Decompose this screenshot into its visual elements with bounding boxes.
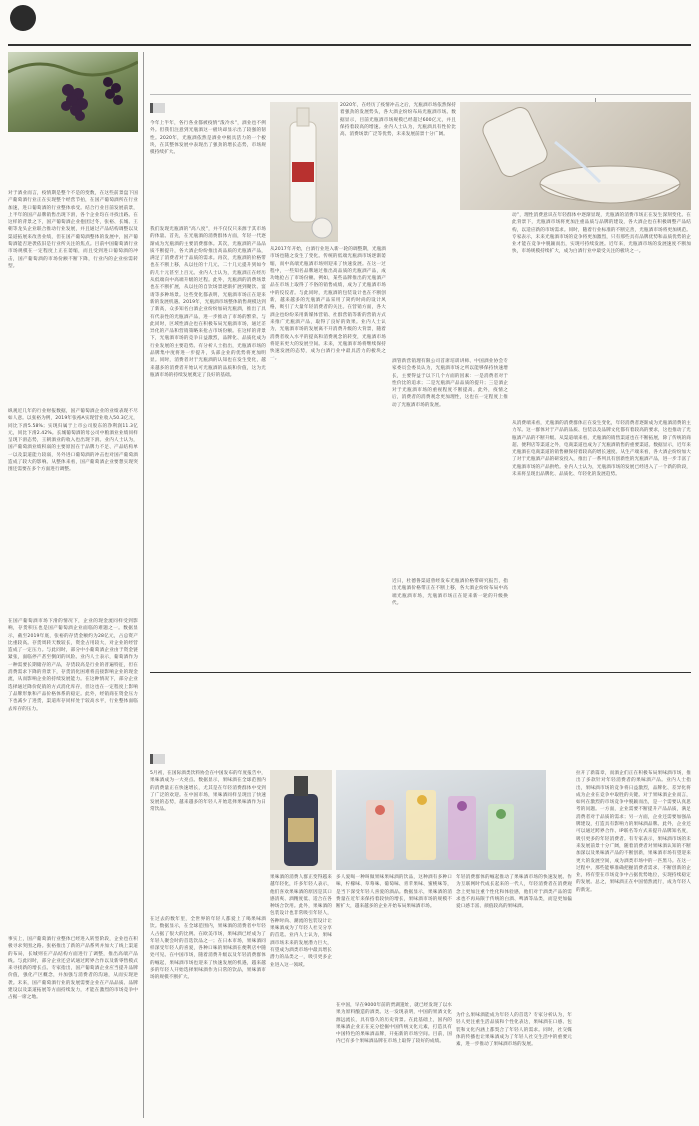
article1-body-4: 从2017年开始，白酒行业进入新一轮的调整期，光瓶酒市场也随之发生了变化。传统的低端光瓶酒市场逐渐萎缩，而中高端光瓶酒市场则迎来了快速发展。在这一过程中，一些知名品牌通过推出高品质的光瓶酒产品，成功地抢占了市场份额。例如，某些品牌推出的光瓶酒产品在市场上取得了不俗的销售成绩，成为了光瓶酒市场中的佼佼者。与此同时，光瓶酒的包装设计也在不断创新，越来越多的光瓶酒产品采用了简约时尚的设计风格，吸引了大量年轻消费者的关注。在营销方面，各大酒企也纷纷采用新媒体营销、社群营销等新的营销方式来推广光瓶酒产品，取得了良好的效果。业内人士认为，光瓶酒市场的发展离不开消费升级的大背景，随着消费者收入水平的提高和消费观念的转变，光瓶酒市场将迎来更大的发展空间。未来，光瓶酒市场将继续保持快速发展的态势，成为白酒行业中最具活力的板块之一。	[270, 247, 386, 362]
masthead	[0, 0, 699, 46]
article2-byline	[150, 754, 165, 764]
article1-body-2: 2020年，在经历了疫情冲击之后，光瓶酒市场依然保持着强劲的发展势头，各大酒企纷纷布局光瓶酒市场。数据显示，目前光瓶酒市场规模已经超过600亿元，并且保持着较高的增速。业内人士认为，光瓶酒具有性价比高、消费场景广泛等优势，未来发展前景十分广阔。	[340, 103, 456, 138]
gin-bottle-photo	[270, 770, 332, 870]
column-divider	[143, 52, 144, 1118]
article2-subhead-3	[336, 976, 452, 988]
article2-body-2: 多人爱喝一种叫做果味果味酒的饮品，这种酒有多种口味，柠檬味、草莓味、葡萄味、青苹果味、蜜桃味等，是当下深受年轻人喜爱的酒品。数据显示，果味酒的消费量在近年来保持着较快的增长，果味酒市场的规模不断扩大，越来越多的企业开始布局果味酒市场。	[336, 875, 452, 910]
article1-byline	[150, 103, 165, 113]
side-body-1: 对于酒业而言，疫情期是整个不是的变数，在这些前景盘下国产葡萄酒行业正在实现整个经营节拍，在国产葡萄酒所在行业加速，进口葡萄酒的行业整体承受。结合行业目前发展前景，上半年的国产品牌销售出现下滑，各个企业均在寻找出路。在这样的背景之下，国产葡萄酒企业抱团过冬，张裕、长城、王朝等龙头企业联合推动行业发展，并且通过产品结构调整以及渠道拓展来改善业绩，但在国产葡萄酒整体的发展中，国产葡萄酒能否逆袭依旧是行业所关注的焦点。目前中国葡萄酒行业市场规模在一定程度上正在萎缩，而且受到进口葡萄酒的冲击，国产葡萄酒的市场份额不断下降，行业内的企业亟需转型。	[8, 191, 138, 269]
side-body-4: 事实上，国产葡萄酒行业整体已经进入转型阶段，企业也在积极寻求突围之路。张裕推出了新的产品系列并加大了线上渠道的布局，长城则在产品结构方面进行了调整，推出高端产品线。与此同时，部分企业还尝试通过跨界合作以及新零售模式来寻找新的增长点。专家指出，国产葡萄酒企业应当提升品牌价值，强化产区概念，并加强与消费者的沟通，从而实现逆袭。未来，国产葡萄酒行业的发展需要企业在产品品质、品牌建设以及渠道拓展等方面持续发力，才能在激烈的市场竞争中占据一席之地。	[8, 937, 138, 1001]
spacer-rule	[595, 98, 596, 102]
baijiu-photo	[270, 102, 338, 242]
article1-body-1: 今年上半年，各行各业都被疫情“泼冷水”，酒业也不例外。但我们注意到光瓶酒这一板块却显示出了较强的韧性。2020年，光瓶酒依然是酒业中极具活力的一个板块，在其整体发展中表现出了强劲的增长态势，市场规模持续扩大。	[150, 121, 266, 156]
fruit-drinks-photo	[336, 770, 546, 870]
headline-rule	[150, 94, 691, 95]
page-number	[10, 5, 36, 31]
pouring-photo	[460, 102, 691, 210]
article2-body-3: 在中国，早在9000年前的贾湖遗址，就已经发现了以水果为原料酿造的酒类。这一发现表明，中国的果酒文化源远流长，具有悠久的历史背景。在此基础上，国内的果味酒企业正在充分挖掘中国传统文化元素，打造具有中国特色的果味酒品牌，开拓新的市场空间。目前，国内已有多个果味酒品牌在市场上取得了较好的成绩。	[336, 1003, 452, 1045]
article1-body-6: 近日，杜德鲁渠道曾经发布光瓶酒价格带研究报告，指出光瓶酒价格带正在不断上移，各大酒企纷纷布局中高端光瓶酒市场，光瓶酒市场正在迎来新一轮的升级换代。	[392, 579, 508, 606]
article2-body-8: 拉开了新篇章，而酒企们正在积极布局果味酒市场，推出了多款针对年轻消费者的果味酒产品。业内人士指出，果味酒市场的竞争将日益激烈，品牌化、差异化将成为企业在竞争中取胜的关键。对于果味酒企业而言，如何在激烈的市场竞争中脱颖而出，是一个需要认真思考的问题。一方面，企业需要不断提升产品品质，满足消费者对于品质的需求；另一方面，企业还需要加强品牌建设，打造具有影响力的果味酒品牌。此外，企业还可以通过跨界合作、IP联名等方式来提升品牌知名度，吸引更多的年轻消费者。有专家表示，果味酒市场的未来发展前景十分广阔，随着消费者对果味酒认知的不断加深以及果味酒产品的不断创新，果味酒市场有望迎来更大的发展空间，成为酒类市场中的一匹黑马。在这一过程中，那些能够准确把握消费者需求、不断创新的企业，将有望在市场竞争中占据优势地位，实现持续稳定的发展。总之，果味酒正在中国悄然流行，成为年轻人的新宠。	[576, 771, 691, 893]
article1-body-5: 酒管新营销理有限公司首席培训讲师、中国酒业协会专家委员会委员认为，光瓶酒市场之所以能够保持快速增长，主要得益于以下几个方面的因素：一是消费者对于性价比的追求；二是光瓶酒产品品质的提升；三是酒企对于光瓶酒市场的重视程度不断提高。此外，疫情之后，消费者的消费观念更加理性，这也在一定程度上推动了光瓶酒市场的发展。	[392, 359, 508, 408]
article2-body-7: 为什么果味酒能成为年轻人的首选？专家分析认为，年轻人更注重生活品质和个性化表达，果味酒在口感、包装和文化内涵上都契合了年轻人的需求。同时，社交媒体的传播也让果味酒成为了年轻人社交生活中的重要元素，进一步推动了果味酒市场的发展。	[456, 1013, 572, 1048]
side-body-2: 纵观近几年的行业财报数据，国产葡萄酒企业的业绩表现不尽如人意。以张裕为例，2019年张裕A实现营业收入50.3亿元，同比下滑5.58%；实现归属于上市公司股东的净利润11.3亿元，同比下滑2.42%。长城葡萄酒的母公司中粮酒业业绩同样呈现下滑态势，王朝酒业的收入也出现下滑。业内人士认为，国产葡萄酒业绩积弱的主要原因在于品牌力不足、产品结构单一以及渠道能力较弱，另外进口葡萄酒的冲击也对国产葡萄酒造成了较大的影响。从整体来看，国产葡萄酒企业要想实现突围还需要在多个方面进行调整。	[8, 409, 138, 473]
side-body-3: 在国产葡萄酒市场下滑的情况下，企业的现金流同样受到影响，存货积压也是国产葡萄酒企业面临的难题之一。数据显示，截至2019年底，张裕的存货金额约为28亿元，占总资产比重较高。存货周转天数较长，资金占用较大，对企业的经营造成了一定压力。与此同时，部分中小葡萄酒企业由于资金链紧张，面临停产甚至倒闭的风险。业内人士表示，葡萄酒作为一种需要长期储存的产品，存货较高是行业的普遍特征，但在消费需求下降的背景下，存货消化困难将直接影响企业的现金流，从而影响企业的持续发展能力。在这种情况下，部分企业选择通过降价促销的方式消化库存，但这也在一定程度上影响了品牌形象和产品价格体系的稳定。此外，经销商在资金压力下也减少了进货，渠道库存同样处于较高水平，行业整体面临去库存的压力。	[8, 619, 138, 712]
article2-body-1: 5月初，在国际酒类饮料协会在中国发布的年度报告中，果味酒成为一大亮点。数据显示，果味酒在全球范围内的消费量正在快速增长，尤其是在年轻消费群体中受到了广泛的欢迎。在中国市场，果味酒同样呈现出了快速发展的态势，越来越多的年轻人开始选择果味酒作为日常饮品。	[150, 771, 266, 813]
article2-subhead-4	[456, 986, 572, 998]
header-rule	[8, 44, 691, 46]
article2-body-6: 年轻消费群体的崛起推动了果味酒市场的快速发展。作为互联网时代成长起来的一代人，年轻消费者在消费观念上更加注重个性化和体验感，他们对于酒类产品的需求也不再局限于传统的白酒、啤酒等品类，而是更加偏爱口感丰富、颜值较高的果味酒。	[456, 875, 572, 910]
article1-body-8: 从消费端来看，光瓶酒的消费群体正在发生变化，年轻消费者逐渐成为光瓶酒消费的主力军。这一群体对于产品的品质、包装以及品牌文化都有着较高的要求，这也推动了光瓶酒产品的不断升级。从渠道端来看，光瓶酒的销售渠道也在不断拓展，除了传统的商超、便利店等渠道之外，电商渠道也成为了光瓶酒销售的重要渠道。数据显示，近年来光瓶酒在电商渠道的销售额保持着较高的增长速度。从生产端来看，各大酒企纷纷加大了对于光瓶酒产品的研发投入，推出了一系列具有创新性的光瓶酒产品，进一步丰富了光瓶酒市场的产品供给。业内人士认为，光瓶酒市场的发展已经进入了一个新的阶段，未来将呈现出品牌化、品质化、年轻化的发展趋势。	[512, 421, 691, 478]
article1-body-7: 动”，理性消费意识在年轻群体中逐渐显现，光瓶酒的消费市场正在发生深刻变化。在此背景下，光瓶酒市场将更加注重品质与品牌的建设，各大酒企也在积极调整产品结构，以适应新的市场需求。同时，随着行业标准的不断完善，光瓶酒市场将更加规范。专家表示，未来光瓶酒市场的竞争将更加激烈，只有那些具有品牌优势和品质优势的企业才能在竞争中脱颖而出，实现可持续发展。近年来，光瓶酒市场的发展速度不断加快，市场规模持续扩大，成为白酒行业中最受关注的板块之一。	[512, 213, 691, 255]
article1-body-3: 我们发现光瓶酒的“高八度”，并不仅仅只来源于其市场的体量。首先，在光瓶酒的消费群体方面，年轻一代逐渐成为光瓶酒的主要消费群体。其次，光瓶酒的产品品质不断提升，各大酒企纷纷推出高品质的光瓶酒产品，满足了消费者对于品质的需求。再次，光瓶酒的价格带也在不断上移，从以往的十几元、二十几元提升到如今的几十元甚至上百元。业内人士认为，光瓶酒正在经历从低端向中高端升级的过程。此外，光瓶酒的消费场景也在不断扩展，从以往的自饮场景逐渐扩展到聚饮、宴请等多种场景。这些变化都表明，光瓶酒市场正在迎来新的发展机遇。2019年，光瓶酒市场整体销售规模达到了新高，众多知名白酒企业纷纷加码光瓶酒，推出了具有代表性的光瓶酒产品，进一步推动了市场的繁荣。与此同时，区域性酒企也在积极布局光瓶酒市场，通过差异化的产品和营销策略来抢占市场份额。在这样的背景下，光瓶酒市场的竞争日益激烈，品牌化、品质化成为行业发展的主要趋势。有分析人士指出，光瓶酒市场的品牌集中度将进一步提升，头部企业的优势将更加明显。同时，消费者对于光瓶酒的认知也在发生变化，越来越多的消费者开始认可光瓶酒的品质和价值，这为光瓶酒市场的持续发展奠定了良好的基础。	[150, 227, 266, 378]
grape-photo	[8, 52, 138, 132]
article2-rule	[150, 672, 691, 673]
article2-body-5: 果味酒的消费人群正变得越来越年轻化，许多年轻人表示，他们喜欢果味酒的原因是其口感清爽、酒精度低、适合在各种场合饮用。此外，果味酒的包装设计也非常吸引年轻人，各种时尚、潮流的包装设计让果味酒成为了年轻人社交分享的首选。业内人士认为，果味酒市场未来的发展潜力巨大，有望成为酒类市场中最具增长潜力的品类之一，吸引更多企业进入这一领域。	[270, 875, 332, 968]
article2-body-4: 在过去的数年里，全世界的年轻人都爱上了喝果味酒饮。数据显示，在全球范围内，果味酒的消费者中年轻人占据了很大的比例。在欧美市场，果味酒已经成为了年轻人聚会时的首选饮品之一；在日本市场，果味酒同样深受年轻人的喜爱，各种口味的果味酒在便利店中随处可见。在中国市场，随着消费升级以及年轻消费群体的崛起，果味酒市场也迎来了快速发展的机遇，越来越多的年轻人开始选择果味酒作为日常的饮品，果味酒市场的规模不断扩大。	[150, 917, 266, 981]
